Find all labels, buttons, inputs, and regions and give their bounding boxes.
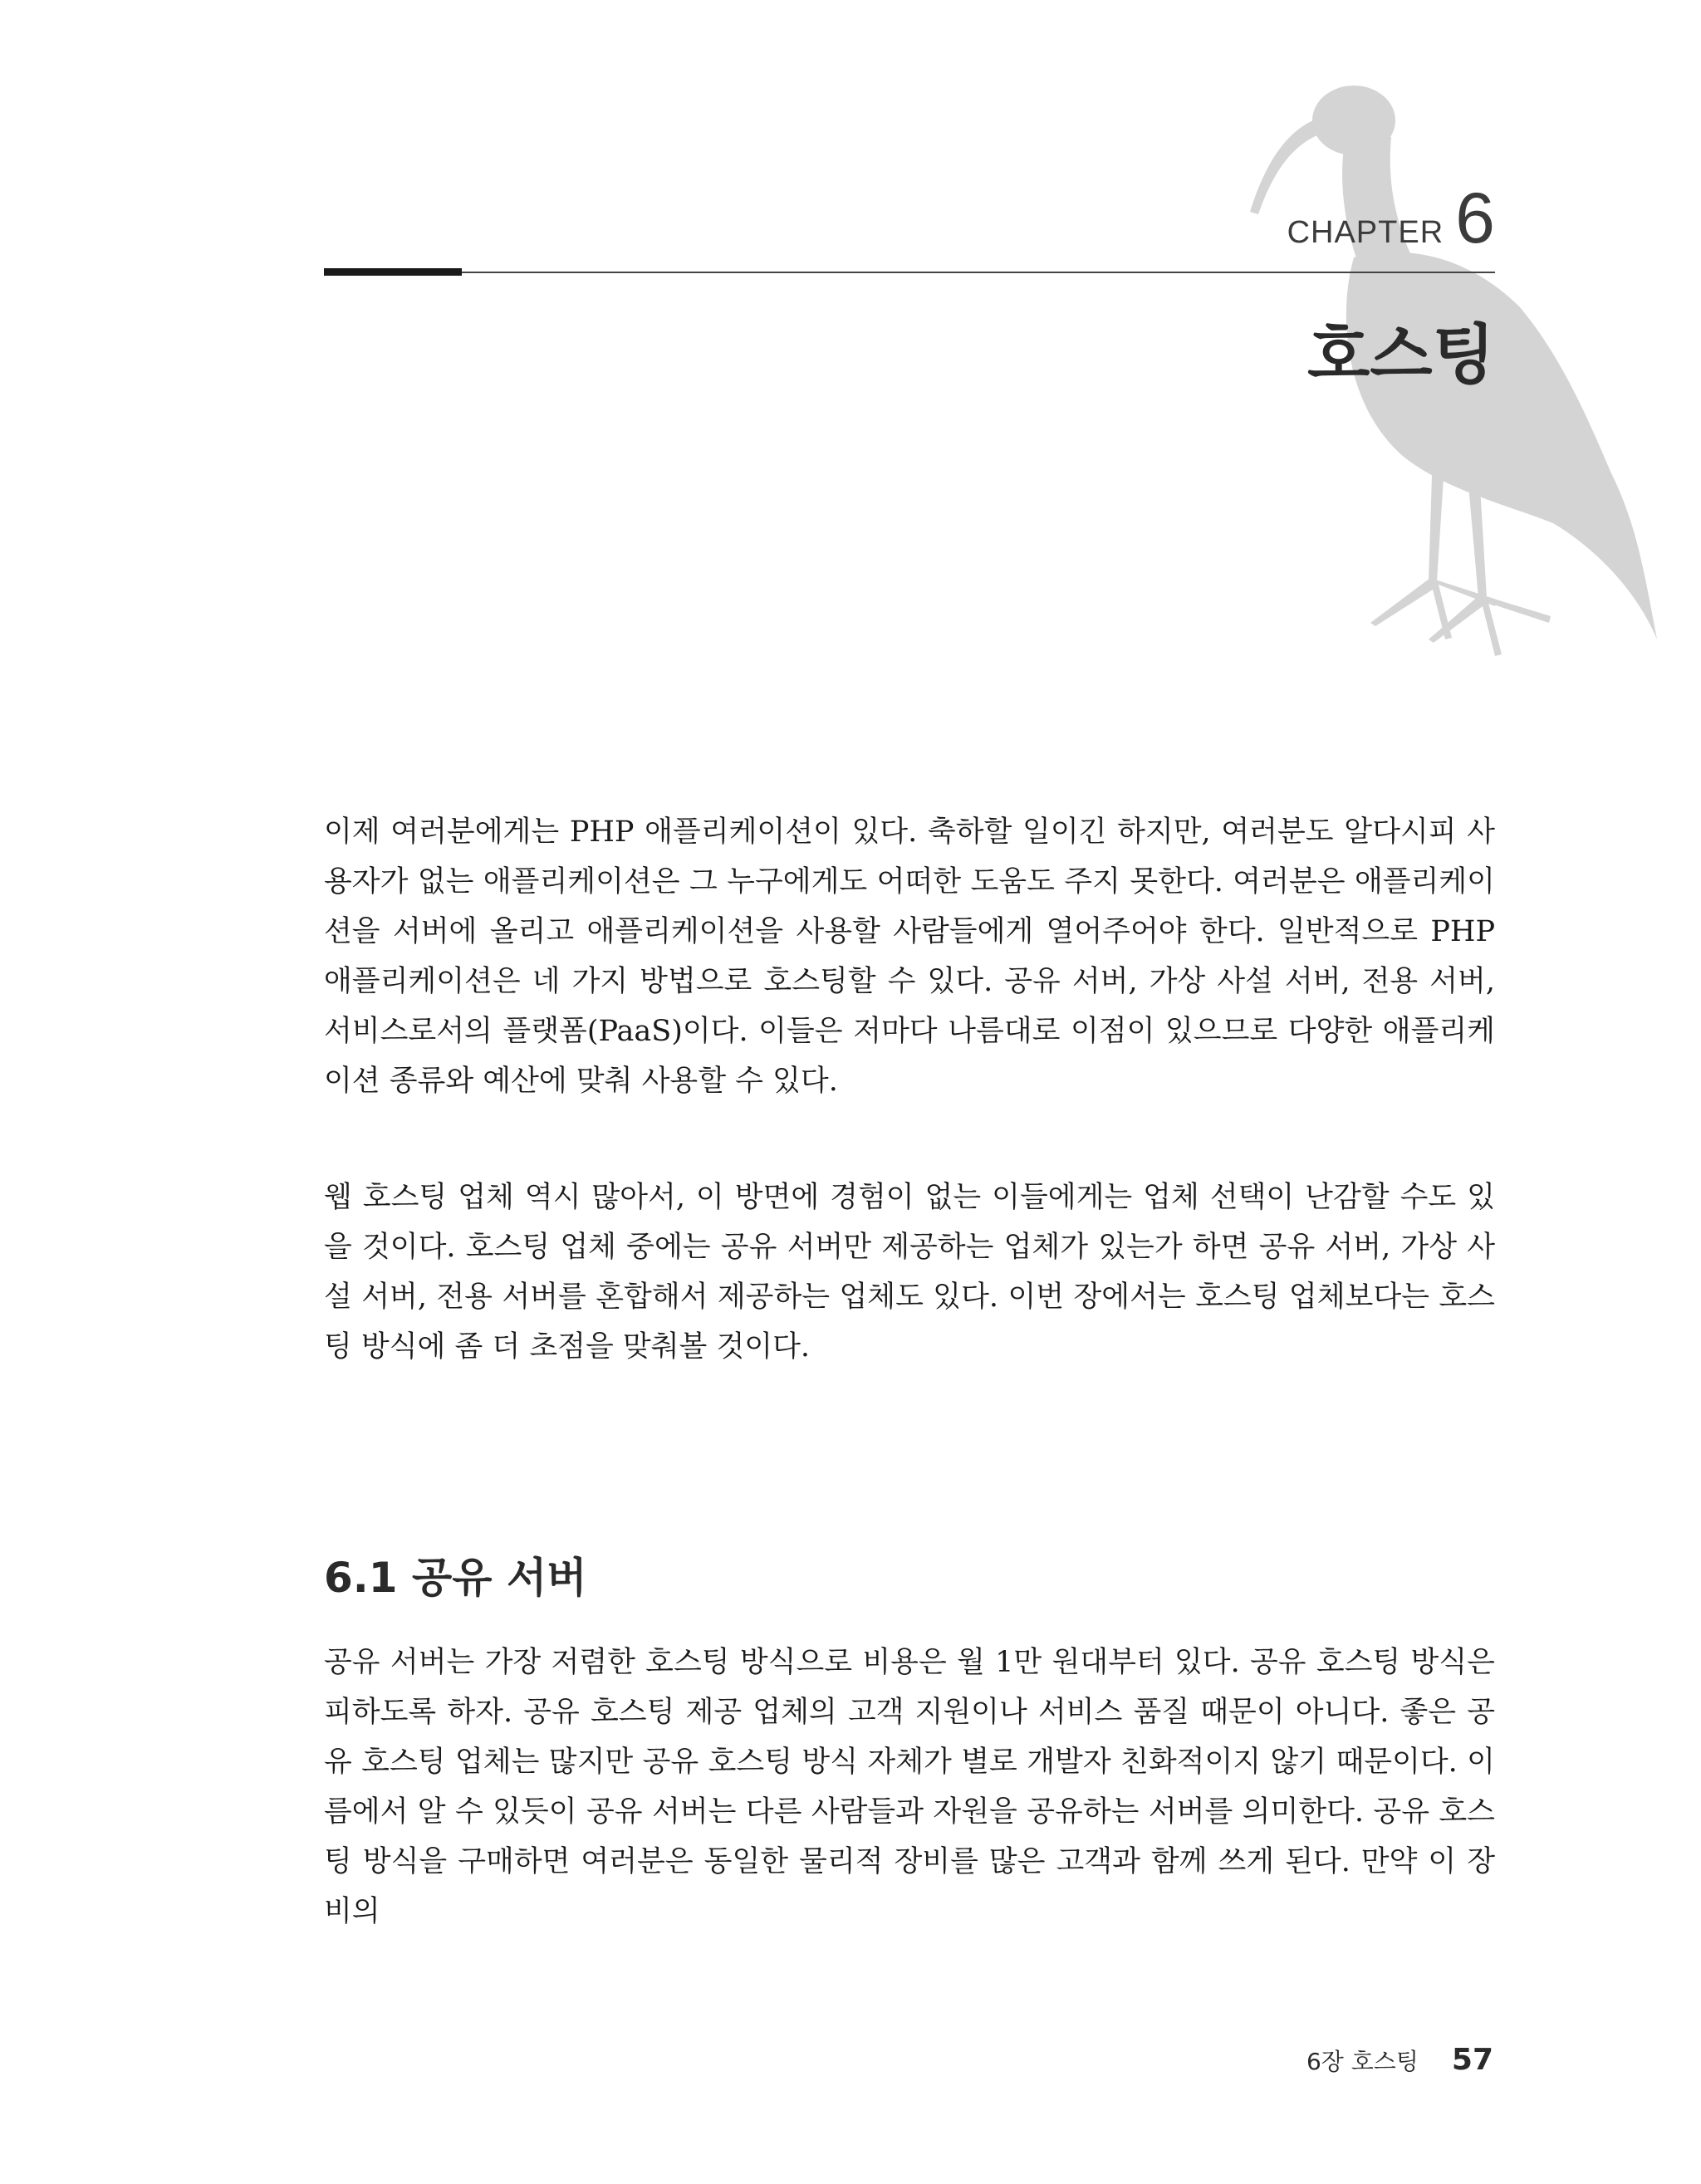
- chapter-rule-thin: [462, 272, 1495, 273]
- chapter-word: CHAPTER: [1287, 215, 1444, 250]
- chapter-number: 6: [1455, 179, 1495, 258]
- page-number: 57: [1451, 2043, 1493, 2077]
- chapter-label: [1287, 179, 1495, 258]
- footer-chapter-ref: 6장 호스팅: [1306, 2048, 1419, 2075]
- section-heading: 6.1 공유 서버: [324, 1554, 587, 1602]
- section-paragraph: 공유 서버는 가장 저렴한 호스팅 방식으로 비용은 월 1만 원대부터 있다. 공유 호스팅 방식은 피하도록 하자. 공유 호스팅 제공 업체의 고객 지원이나 서비스 품질 때문이 아니다. 좋은 공유 호스팅 업체는 많지만 공유 호스팅 방식 자체가 별로 개발자 친화적이지 않기 때문이다. 이름에서 알 수 있듯이 공유 서버는 다른 사람들과 자원을 공유하는 서버를 의미한다. 공유 호스팅 방식을 구매하면 여러분은 동일한 물리적 장비를 많은 고객과 함께 쓰게 된다. 만약 이 장비의: [324, 1646, 1495, 1928]
- chapter-title: 호스팅: [1306, 318, 1495, 393]
- page-footer: [1306, 2043, 1493, 2077]
- intro-paragraph-2: 웹 호스팅 업체 역시 많아서, 이 방면에 경험이 없는 이들에게는 업체 선택이 난감할 수도 있을 것이다. 호스팅 업체 중에는 공유 서버만 제공하는 업체가 있는가 하면 공유 서버, 가상 사설 서버, 전용 서버를 혼합해서 제공하는 업체도 있다. 이번 장에서는 호스팅 업체보다는 호스팅 방식에 좀 더 초점을 맞춰볼 것이다.: [324, 1181, 1495, 1364]
- chapter-rule-thick: [324, 268, 462, 276]
- intro-paragraph-1: 이제 여러분에게는 PHP 애플리케이션이 있다. 축하할 일이긴 하지만, 여러분도 알다시피 사용자가 없는 애플리케이션은 그 누구에게도 어떠한 도움도 주지 못한다. 여러분은 애플리케이션을 서버에 올리고 애플리케이션을 사용할 사람들에게 열어주어야 한다. 일반적으로 PHP 애플리케이션은 네 가지 방법으로 호스팅할 수 있다. 공유 서버, 가상 사설 서버, 전용 서버, 서비스로서의 플랫폼(PaaS)이다. 이들은 저마다 나름대로 이점이 있으므로 다양한 애플리케이션 종류와 예산에 맞춰 사용할 수 있다.: [324, 815, 1495, 1098]
